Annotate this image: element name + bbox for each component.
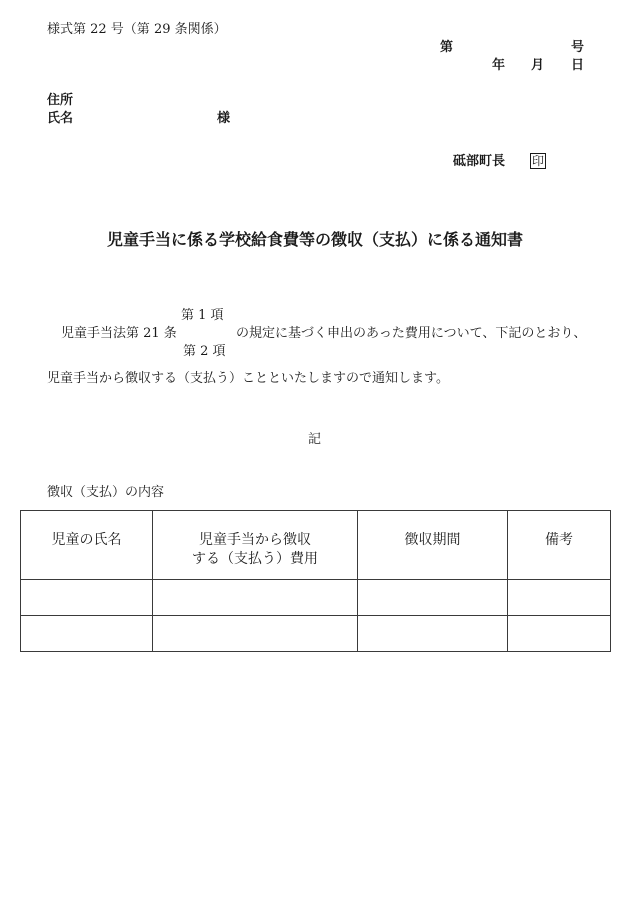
column-header-period-text: 徴収期間 bbox=[404, 532, 461, 548]
name-label: 氏名 bbox=[47, 111, 74, 126]
date-day-label: 日 bbox=[571, 58, 585, 73]
document-title: 児童手当に係る学校給食費等の徴収（支払）に係る通知書 bbox=[106, 230, 523, 249]
collection-table bbox=[20, 510, 611, 652]
table-cell[interactable] bbox=[508, 616, 611, 652]
column-header-amount-line2: する（支払う）費用 bbox=[192, 551, 318, 567]
table-cell[interactable] bbox=[153, 580, 358, 616]
body-line-2: 児童手当から徴収する（支払う）ことといたしますので通知します。 bbox=[47, 371, 449, 386]
table-row bbox=[21, 580, 611, 616]
honorific-label: 様 bbox=[217, 111, 231, 126]
document-number-prefix: 第 bbox=[440, 40, 454, 55]
law-reference: 児童手当法第 21 条 bbox=[61, 326, 177, 341]
seal-mark: 印 bbox=[532, 154, 545, 168]
column-header-child-name-text: 児童の氏名 bbox=[51, 532, 122, 548]
document-number-suffix: 号 bbox=[571, 40, 585, 55]
address-label: 住所 bbox=[47, 93, 74, 108]
table-cell[interactable] bbox=[358, 616, 508, 652]
table-cell[interactable] bbox=[21, 580, 153, 616]
column-header-period bbox=[358, 511, 508, 580]
body-line-1: の規定に基づく申出のあった費用について、下記のとおり、 bbox=[236, 326, 587, 341]
table-cell[interactable] bbox=[153, 616, 358, 652]
table-cell[interactable] bbox=[358, 580, 508, 616]
table-header-row bbox=[21, 511, 611, 580]
date-year-label: 年 bbox=[492, 58, 506, 73]
ki-mark: 記 bbox=[308, 432, 322, 447]
table-cell[interactable] bbox=[508, 580, 611, 616]
issuer-name: 砥部町長 bbox=[453, 154, 506, 169]
table-row bbox=[21, 616, 611, 652]
section-label: 徴収（支払）の内容 bbox=[47, 485, 165, 500]
clause-1-label: 第 1 項 bbox=[181, 308, 224, 323]
column-header-amount bbox=[153, 511, 358, 580]
column-header-child-name bbox=[21, 511, 153, 580]
column-header-remarks-text: 備考 bbox=[545, 532, 573, 548]
column-header-remarks bbox=[508, 511, 611, 580]
clause-2-label: 第 2 項 bbox=[183, 344, 226, 359]
column-header-amount-line1: 児童手当から徴収 bbox=[199, 532, 311, 548]
form-number-label: 様式第 22 号（第 29 条関係） bbox=[47, 22, 227, 37]
date-month-label: 月 bbox=[531, 58, 545, 73]
table-cell[interactable] bbox=[21, 616, 153, 652]
